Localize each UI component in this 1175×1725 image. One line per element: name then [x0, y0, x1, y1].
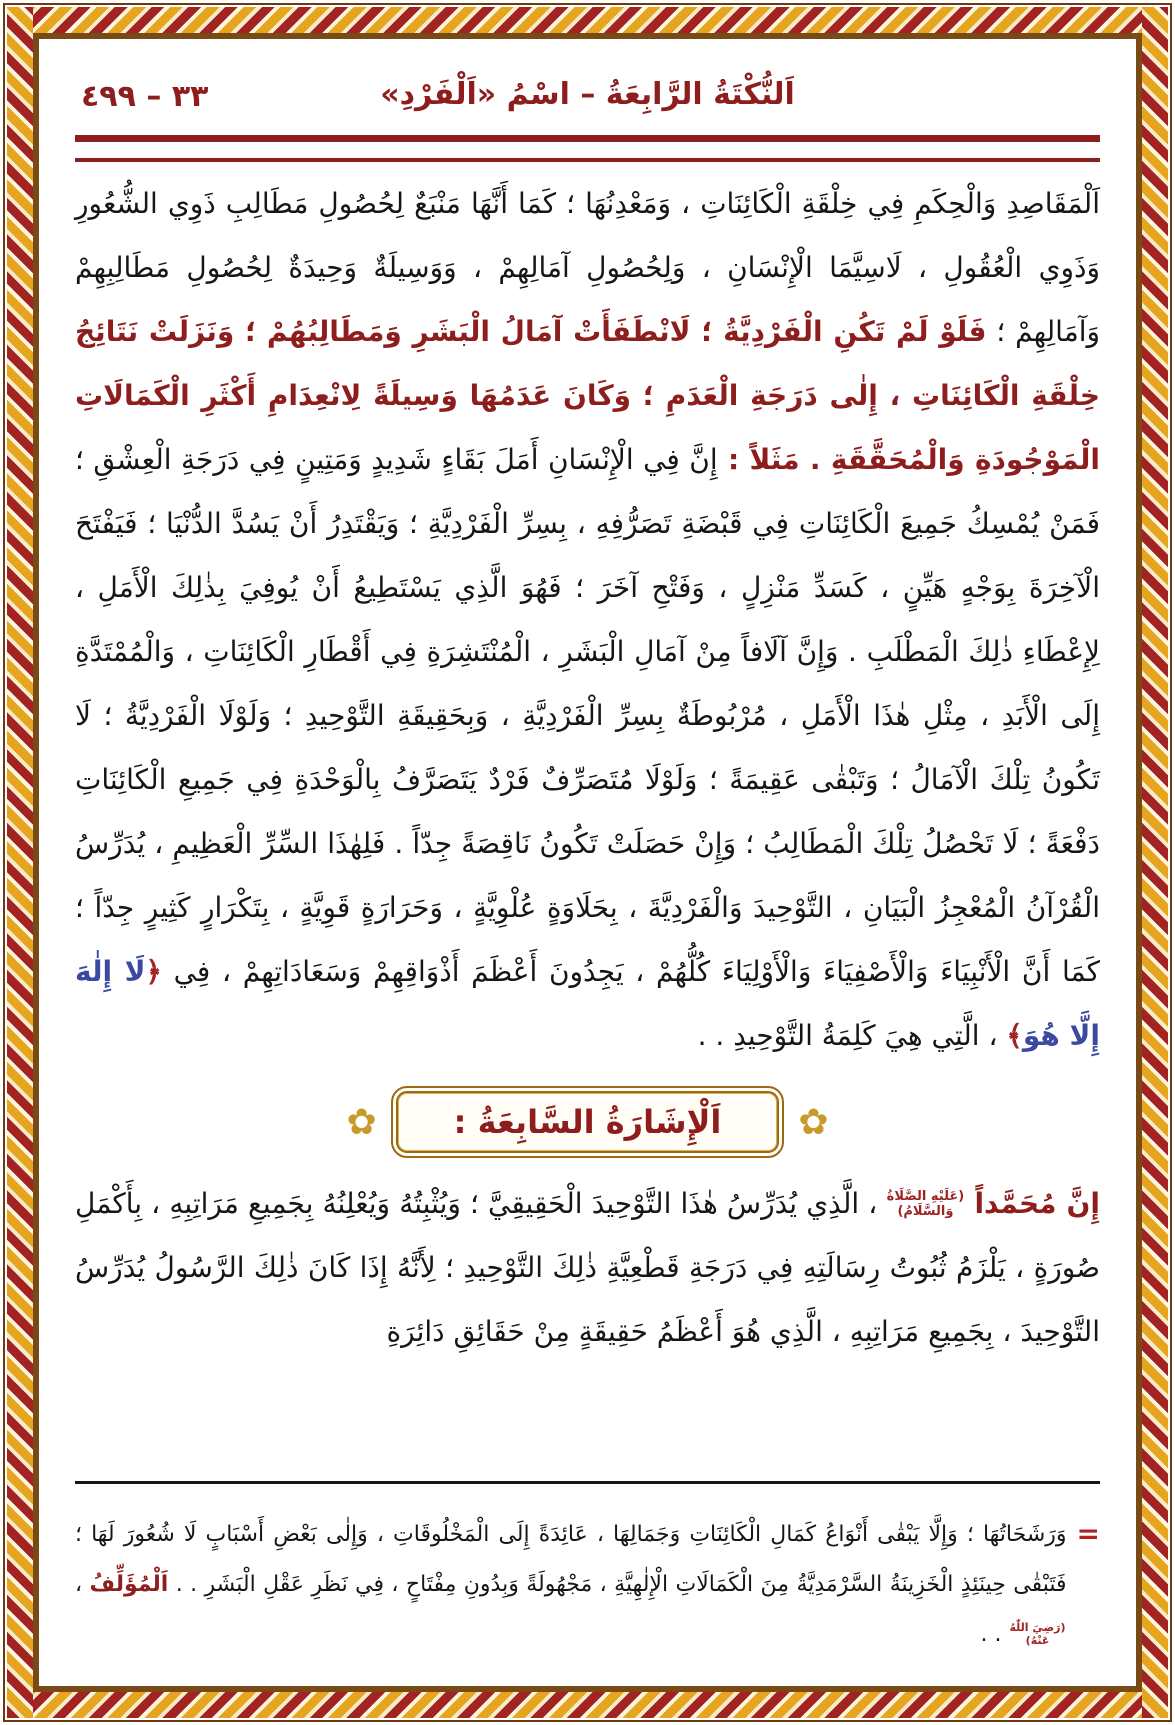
quran-verse: لَا إِلٰهَ إِلَّا هُوَ [75, 955, 1100, 1052]
section-heading: اَلْإِشَارَةُ السَّابِعَةُ : [453, 1103, 722, 1141]
text-segment-emphasis: إِنَّ مُحَمَّداً [964, 1187, 1100, 1220]
author-honorific-seal: (رَضِيَ اللّٰهُ عَنْهُ) [1009, 1621, 1066, 1647]
paragraph-1 [75, 172, 1100, 1068]
page-header [75, 77, 1100, 129]
text-segment: . . [980, 1622, 1009, 1647]
page-number: ٣٣ – ٤٩٩ [81, 79, 209, 114]
cartouche-flourish-left-icon: ✿ [346, 1101, 377, 1143]
text-segment: وَرَشَحَاتُهَا ؛ وَإِلَّا يَبْقٰى أَنْوَاعُ كَمَالِ الْكَائِنَاتِ وَجَمَالِهَا ، عَائِدَةً إِلَى الْمَخْلُوقَاتِ ، وَإِلٰى بَعْضِ أَسْبَابٍ لَا شُعُورَ لَهَا ؛ فَتَبْقٰى حِينَئِذٍ الْخَزِينَةُ السَّرْمَدِيَّةُ مِنَ الْكَمَالَاتِ الْإِلٰهِيَّةِ ، مَجْهُولَةً وَبِدُونِ مِفْتَاحٍ ، فِي نَظَرِ عَقْلِ الْبَشَرِ . . [75, 1522, 1067, 1597]
text-segment: اَلْمَقَاصِدِ وَالْحِكَمِ فِي خِلْقَةِ الْكَائِنَاتِ ، وَمَعْدِنُهَا ؛ كَمَا أَنَّهَا مَنْبَعٌ لِحُصُولِ مَطَالِبِ ذَوِي الشُّعُورِ وَذَوِي الْعُقُولِ ، لَاسِيَّمَا الْإِنْسَانِ ، وَلِحُصُولِ آمَالِهِمْ ، وَوَسِيلَةٌ وَحِيدَةٌ لِحُصُولِ مَطَالِبِهِمْ وَآمَالِهِمْ ؛ [75, 187, 1101, 348]
text-segment: إِنَّ فِي الْإِنْسَانِ أَمَلَ بَقَاءٍ شَدِيدٍ وَمَتِينٍ فِي دَرَجَةِ الْعِشْقِ ؛ فَمَنْ يُمْسِكُ جَمِيعَ الْكَائِنَاتِ فِي قَبْضَةِ تَصَرُّفِهِ ، بِسِرِّ الْفَرْدِيَّةِ ؛ وَيَقْتَدِرُ أَنْ يَسُدَّ الدُّنْيَا ؛ فَيَفْتَحَ الْآخِرَةَ بِوَجْهٍ هَيِّنٍ ، كَسَدِّ مَنْزِلٍ ، وَفَتْحِ آخَرَ ؛ فَهُوَ الَّذِي يَسْتَطِيعُ أَنْ يُوفِيَ بِذٰلِكَ الْأَمَلِ ، لِإِعْطَاءِ ذٰلِكَ الْمَطْلَبِ . وَإِنَّ آلَافاً مِنْ آمَالِ الْبَشَرِ ، الْمُنْتَشِرَةِ فِي أَقْطَارِ الْكَائِنَاتِ ، وَالْمُمْتَدَّةِ إِلَى الْأَبَدِ ، مِثْلِ هٰذَا الْأَمَلِ ، مُرْبُوطَةٌ بِسِرِّ الْفَرْدِيَّةِ ، وَبِحَقِيقَةِ التَّوْحِيدِ ؛ وَلَوْلَا الْفَرْدِيَّةُ ؛ لَا تَكُونُ تِلْكَ الْآمَالُ ؛ وَتَبْقٰى عَقِيمَةً ؛ وَلَوْلَا مُتَصَرِّفٌ فَرْدٌ يَتَصَرَّفُ بِالْوَحْدَةِ فِي جَمِيعِ الْكَائِنَاتِ دَفْعَةً ؛ لَا تَحْصُلُ تِلْكَ الْمَطَالِبُ ؛ وَإِنْ حَصَلَتْ تَكُونُ نَاقِصَةً جِدّاً . فَلِهٰذَا السِّرِّ الْعَظِيمِ ، يُدَرِّسُ الْقُرْآنُ الْمُعْجِزُ الْبَيَانِ ، التَّوْحِيدَ وَالْفَرْدِيَّةَ ، بِحَلَاوَةٍ عُلْوِيَّةٍ ، وَحَرَارَةٍ قَوِيَّةٍ ، بِتَكْرَارٍ كَثِيرٍ جِدّاً ؛ كَمَا أَنَّ الْأَنْبِيَاءَ وَالْأَصْفِيَاءَ وَالْأَوْلِيَاءَ كُلُّهُمْ ، يَجِدُونَ أَعْظَمَ أَذْوَاقِهِمْ وَسَعَادَاتِهِمْ ، فِي [75, 443, 1100, 988]
section-cartouche [391, 1086, 785, 1158]
footnote [75, 1510, 1100, 1660]
ornate-border-left [7, 7, 33, 1718]
page-title: اَلنُّكْتَةُ الرَّابِعَةُ – اسْمُ «اَلْفَرْدِ» [380, 77, 795, 112]
ornate-border-top [7, 7, 1168, 33]
text-segment: ، الَّتِي هِيَ كَلِمَةُ التَّوْحِيدِ . . [697, 1019, 1007, 1052]
ornate-border-bottom [7, 1692, 1168, 1718]
cartouche-flourish-right-icon: ✿ [798, 1101, 829, 1143]
section-cartouche-row [75, 1086, 1100, 1158]
text-segment: ، الَّذِي يُدَرِّسُ هٰذَا التَّوْحِيدَ الْحَقِيقِيَّ ؛ وَيُثْبِتُهُ وَيُعْلِنُهُ بِجَمِيعِ مَرَاتِبِهِ ، بِأَكْمَلِ صُورَةٍ ، يَلْزَمُ ثُبُوتُ رِسَالَتِهِ فِي دَرَجَةِ قَطْعِيَّةِ ذٰلِكَ التَّوْحِيدِ ؛ لِأَنَّهُ إِذَا كَانَ ذٰلِكَ الرَّسُولُ يُدَرِّسُ التَّوْحِيدَ ، بِجَمِيعِ مَرَاتِبِهِ ، الَّذِي هُوَ أَعْظَمُ حَقِيقَةٍ مِنْ حَقَائِقِ دَائِرَةِ [75, 1187, 1100, 1348]
ornate-border-right [1142, 7, 1168, 1718]
page-content [39, 39, 1136, 1686]
honorific-seal: (عَلَيْهِ الصَّلَاةُ وَالسَّلَامُ) [886, 1189, 965, 1219]
paragraph-2 [75, 1172, 1100, 1364]
verse-bracket-open-icon: ﴿ [145, 955, 162, 988]
text-segment-emphasis: فَلَوْ لَمْ تَكُنِ الْفَرْدِيَّةُ ؛ لَانْطَفَأَتْ آمَالُ الْبَشَرِ وَمَطَالِبُهُمْ ؛ وَنَزَلَتْ نَتَائِجُ خِلْقَةِ الْكَائِنَاتِ ، إِلٰى دَرَجَةِ الْعَدَمِ ؛ وَكَانَ عَدَمُهَا وَسِيلَةً لِانْعِدَامِ أَكْثَرِ الْكَمَالَاتِ الْمَوْجُودَةِ وَالْمُحَقَّقَةِ . مَثَلاً : [75, 315, 1101, 476]
verse-bracket-close-icon: ﴾ [1006, 1019, 1023, 1052]
footnote-continuation-marker: = [1076, 1517, 1100, 1550]
text-segment: ، [75, 1572, 90, 1597]
footnote-separator [75, 1481, 1100, 1484]
author-signature: اَلْمُؤَلِّفُ [89, 1572, 169, 1597]
footnote-text [75, 1510, 1067, 1660]
header-double-rule [75, 135, 1100, 162]
